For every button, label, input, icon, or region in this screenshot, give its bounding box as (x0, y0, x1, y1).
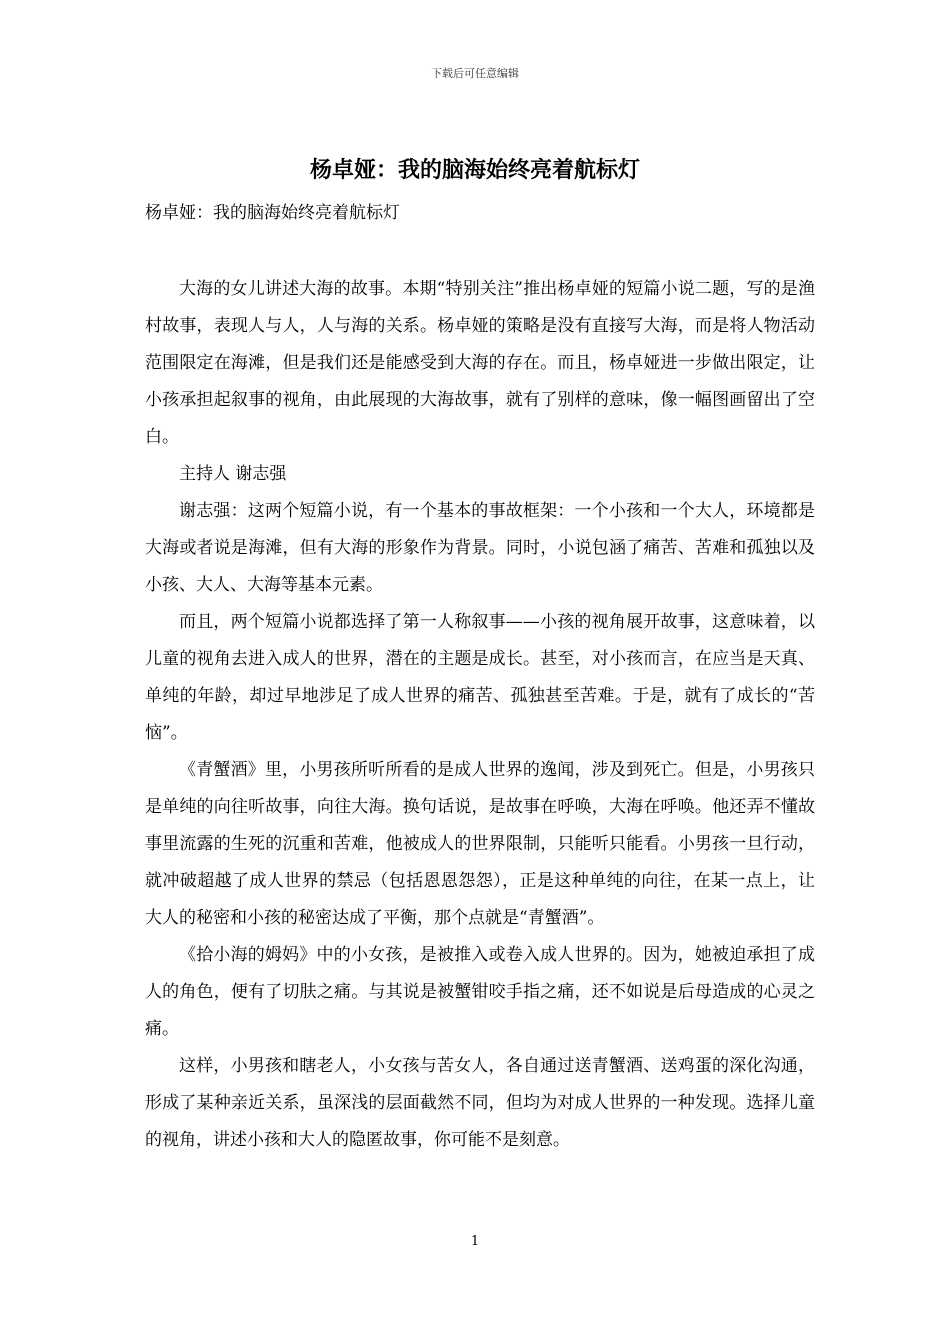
body-text (145, 271, 815, 1159)
paragraph-intro: 大海的女儿讲述大海的故事。本期“特别关注”推出杨卓娅的短篇小说二题，写的是渔村故事，表现人与人，人与海的关系。杨卓娅的策略是没有直接写大海，而是将人物活动范围限定在海滩，但是我们还是能感受到大海的存在。而且，杨卓娅进一步做出限定，让小孩承担起叙事的视角，由此展现的大海故事，就有了别样的意味，像一幅图画留出了空白。 (145, 279, 815, 447)
paragraph: 这样，小男孩和瞎老人，小女孩与苦女人，各自通过送青蟹酒、送鸡蛋的深化沟通，形成了某种亲近关系，虽深浅的层面截然不同，但均为对成人世界的一种发现。选择儿童的视角，讲述小孩和大人的隐匿故事，你可能不是刻意。 (145, 1056, 815, 1150)
document-title: 杨卓娅：我的脑海始终亮着航标灯 (309, 157, 640, 183)
paragraph: 谢志强：这两个短篇小说，有一个基本的事故框架：一个小孩和一个大人，环境都是大海或者说是海滩，但有大海的形象作为背景。同时，小说包涵了痛苦、苦难和孤独以及小孩、大人、大海等基本元素。 (145, 501, 815, 595)
paragraph-host: 主持人 谢志强 (179, 464, 287, 484)
document-subtitle: 杨卓娅：我的脑海始终亮着航标灯 (145, 203, 400, 223)
paragraph: 《青蟹酒》里，小男孩所听所看的是成人世界的逸闻，涉及到死亡。但是，小男孩只是单纯的向往听故事，向往大海。换句话说，是故事在呼唤，大海在呼唤。他还弄不懂故事里流露的生死的沉重和苦难，他被成人的世界限制，只能听只能看。小男孩一旦行动，就冲破超越了成人世界的禁忌（包括恩恩怨怨），正是这种单纯的向往，在某一点上，让大人的秘密和小孩的秘密达成了平衡，那个点就是“青蟹酒”。 (145, 760, 815, 928)
page-number: 1 (470, 1234, 480, 1249)
paragraph: 而且，两个短篇小说都选择了第一人称叙事——小孩的视角展开故事，这意味着，以儿童的视角去进入成人的世界，潜在的主题是成长。甚至，对小孩而言，在应当是天真、单纯的年龄，却过早地涉足了成人世界的痛苦、孤独甚至苦难。于是，就有了成长的“苦恼”。 (145, 612, 815, 743)
header-note: 下载后可任意编辑 (431, 67, 519, 80)
paragraph: 《拾小海的姆妈》中的小女孩，是被推入或卷入成人世界的。因为，她被迫承担了成人的角色，便有了切肤之痛。与其说是被蟹钳咬手指之痛，还不如说是后母造成的心灵之痛。 (145, 945, 815, 1039)
